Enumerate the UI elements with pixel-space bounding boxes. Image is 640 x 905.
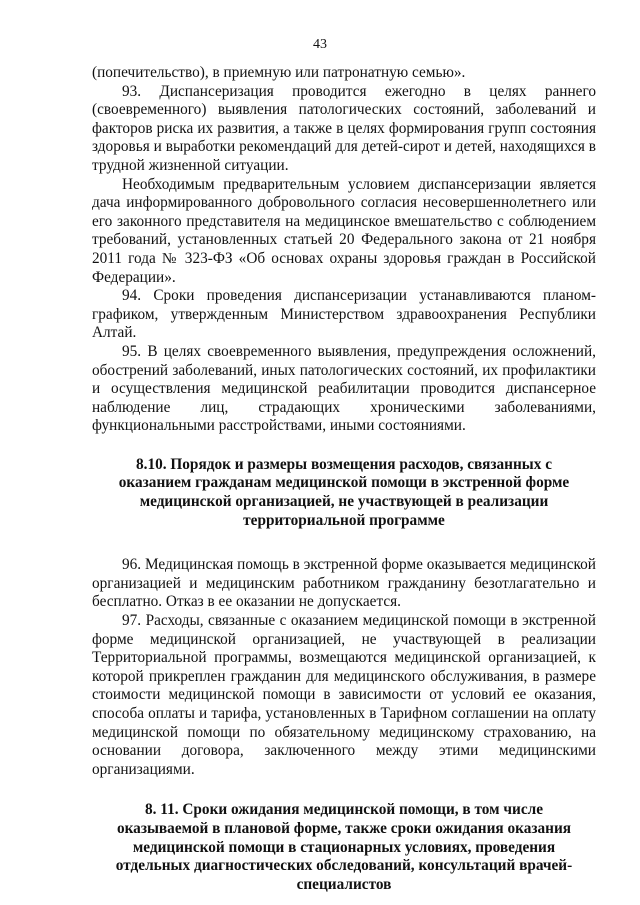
- paragraph-95: 95. В целях своевременного выявления, предупреждения осложнений, обострений заболеваний, иных патологических состояний, их профилактики и осуществления медицинской реабилитации проводится диспансерное наблюдение лиц, страдающих хроническими заболеваниями, функциональными расстройствами, иными состояниями.: [92, 342, 596, 435]
- page-number: 43: [313, 37, 327, 52]
- document-body: [92, 64, 596, 894]
- paragraph-consent: Необходимым предварительным условием диспансеризации является дача информированного добровольного согласия несовершеннолетнего или его законного представителя на медицинское вмешательство с соблюдением требований, установленных статьей 20 Федерального закона от 21 ноября 2011 года № 323-ФЗ «Об основах охраны здоровья граждан в Российской Федерации».: [92, 175, 596, 286]
- paragraph-97: 97. Расходы, связанные с оказанием медицинской помощи в экстренной форме медицинской организацией, не участвующей в реализации Территориальной программы, возмещаются медицинской организацией, к которой прикреплен гражданин для медицинского обслуживания, в размере стоимости медицинской помощи в зависимости от условий ее оказания, способа оплаты и тарифа, установленных в Тарифном соглашении на оплату медицинской помощи по обязательному медицинскому страхованию, на основании договора, заключенного между этими медицинскими организациями.: [92, 612, 596, 778]
- section-heading-8-11: 8. 11. Сроки ожидания медицинской помощи, в том числе оказываемой в плановой форме, также сроки ожидания оказания медицинской помощи в стационарных условиях, проведения отдельных диагностических обследований, консультаций врачей-специалистов: [115, 801, 573, 893]
- paragraph-96: 96. Медицинская помощь в экстренной форме оказывается медицинской организацией и медицинским работником гражданину безотлагательно и бесплатно. Отказ в ее оказании не допускается.: [92, 556, 596, 611]
- paragraph-93: 93. Диспансеризация проводится ежегодно в целях раннего (своевременного) выявления патологических состояний, заболеваний и факторов риска их развития, а также в целях формирования групп состояния здоровья и выработки рекомендаций для детей-сирот и детей, находящихся в трудной жизненной ситуации.: [92, 82, 596, 174]
- paragraph-continuation: (попечительство), в приемную или патронатную семью».: [92, 64, 466, 81]
- paragraph-94: 94. Сроки проведения диспансеризации устанавливаются планом-графиком, утвержденным Министерством здравоохранения Республики Алтай.: [92, 287, 596, 342]
- section-heading-8-10: 8.10. Порядок и размеры возмещения расходов, связанных с оказанием гражданам медицинской помощи в экстренной форме медицинской организацией, не участвующей в реализации территориальной программе: [118, 455, 570, 529]
